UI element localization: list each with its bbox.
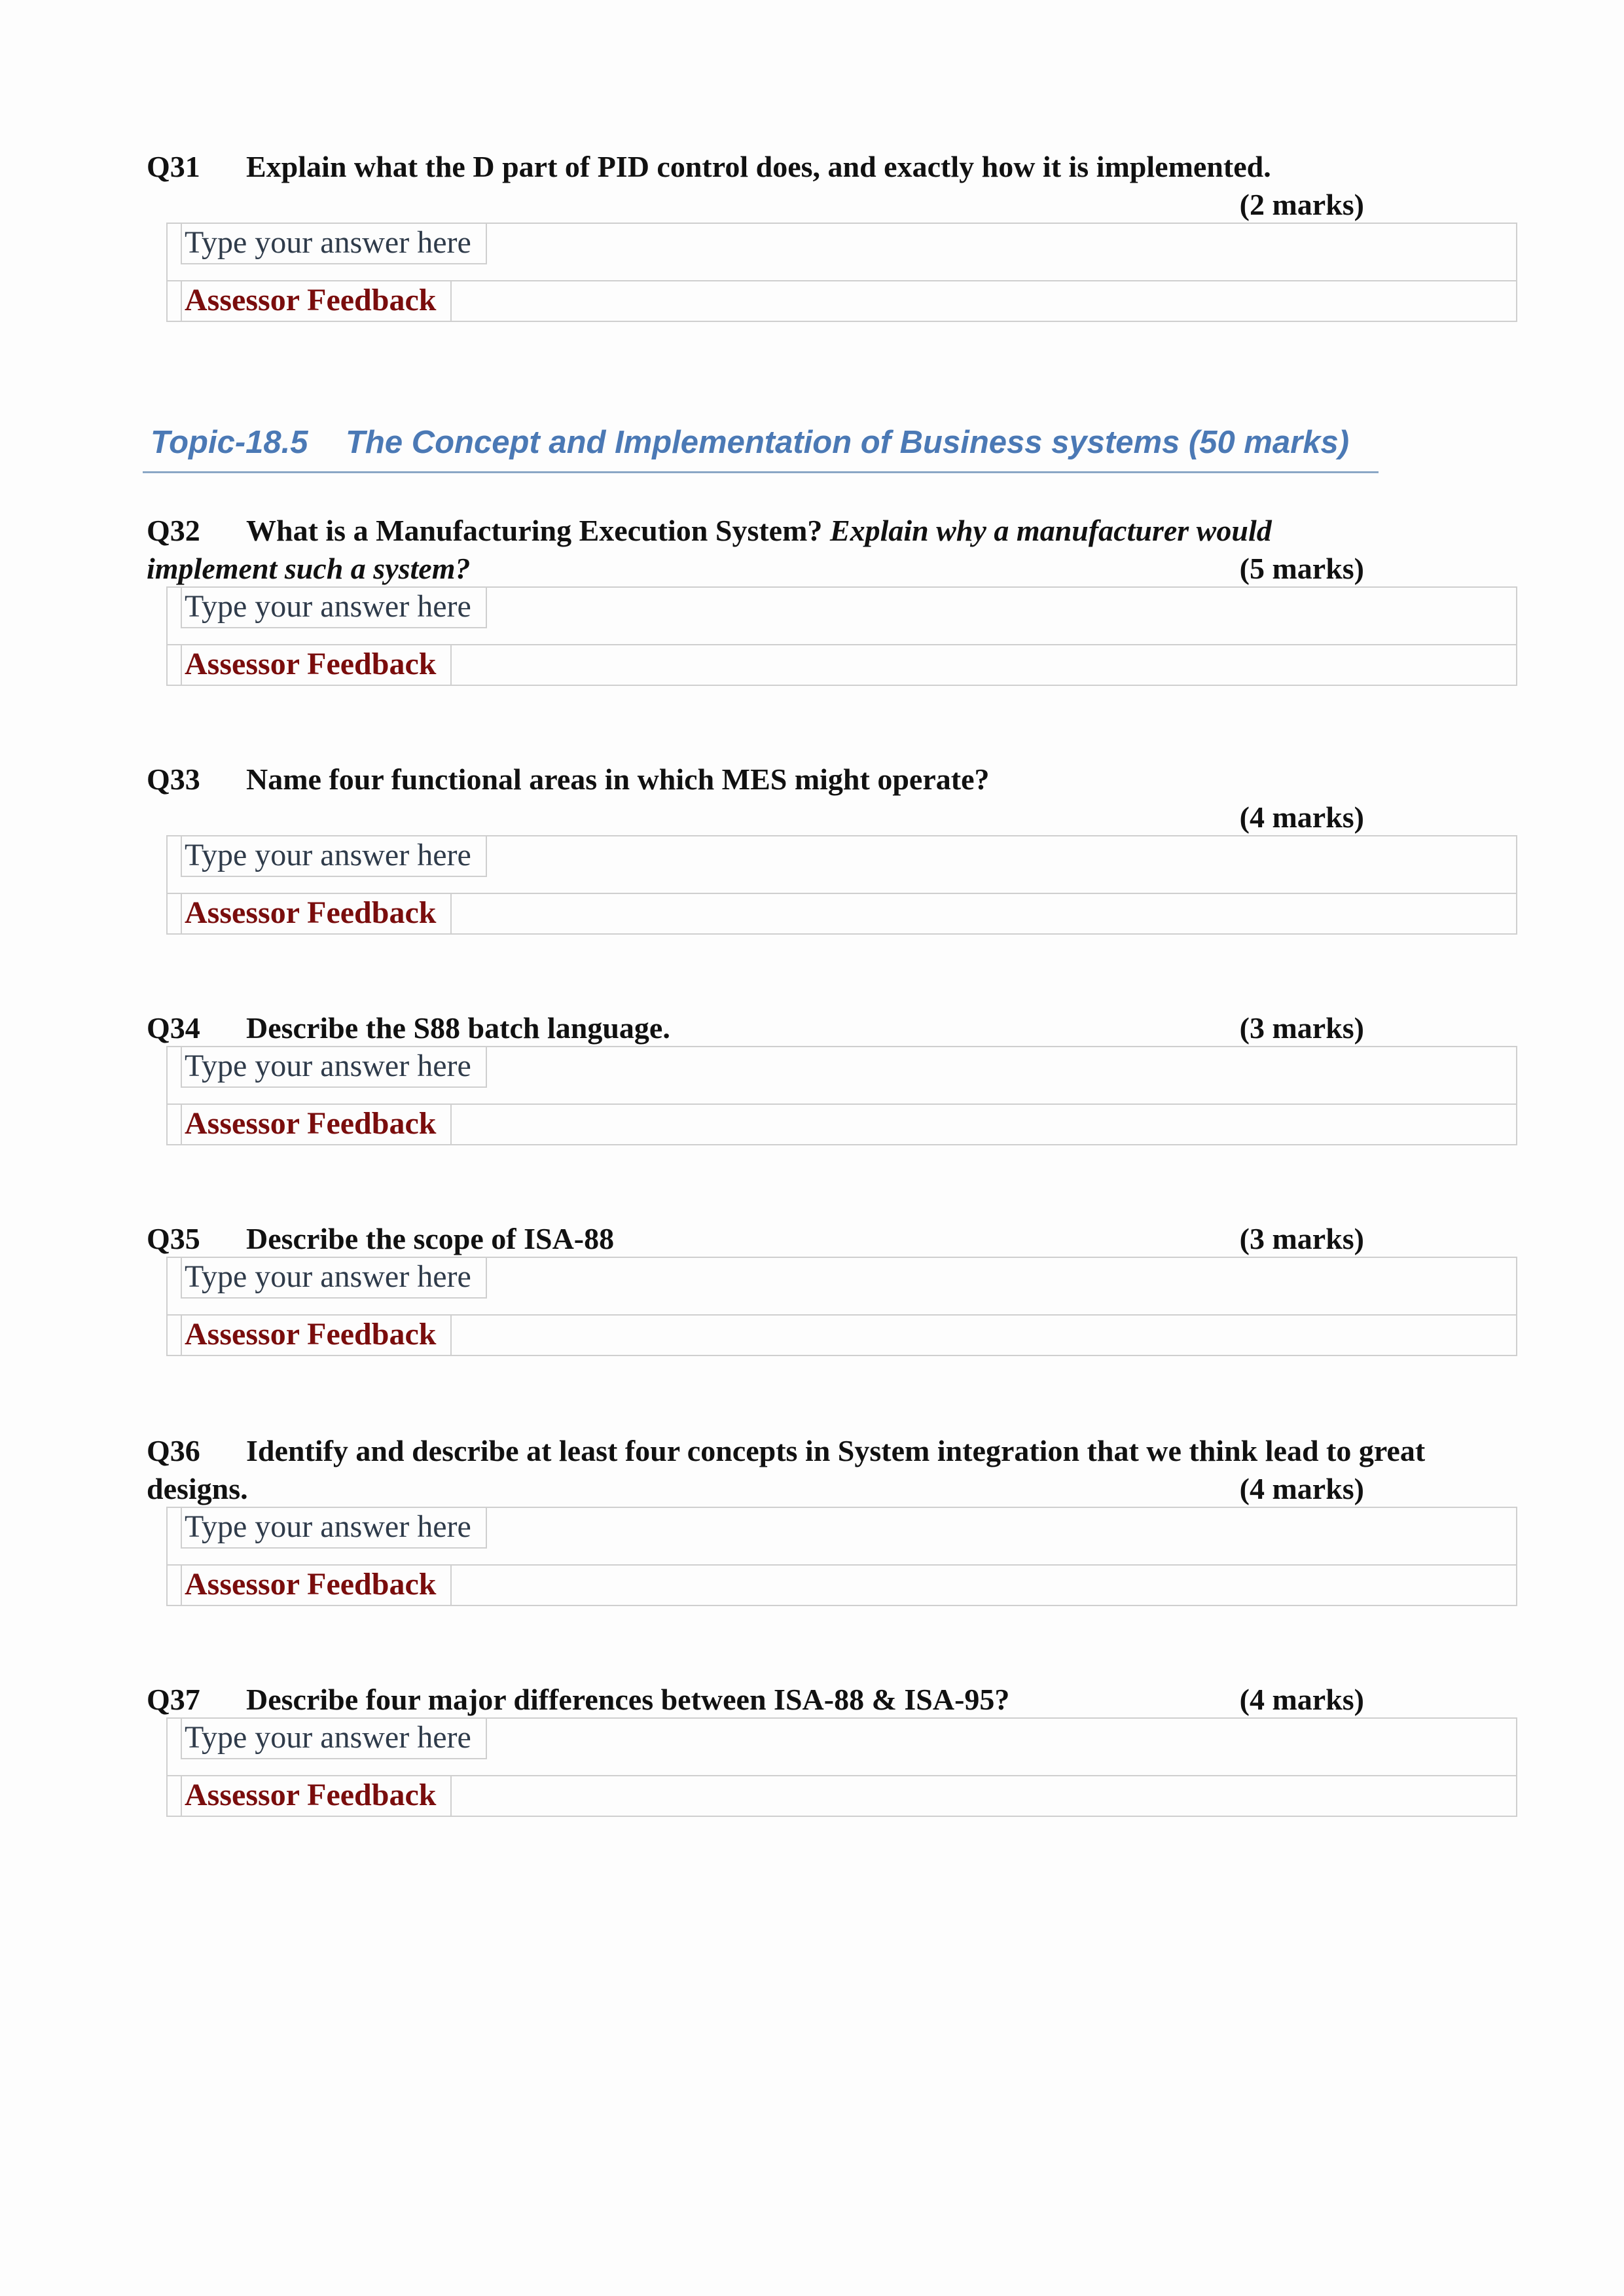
answer-placeholder[interactable]: Type your answer here [185,589,471,624]
answer-placeholder[interactable]: Type your answer here [185,1049,471,1083]
question-q32 [147,512,1364,588]
answer-table-q35 [166,1257,1517,1356]
assessor-feedback-label: Assessor Feedback [185,283,437,317]
question-q33 [147,761,1364,836]
answer-placeholder[interactable]: Type your answer here [185,1720,471,1755]
assessor-feedback-label: Assessor Feedback [185,895,437,930]
topic-title: The Concept and Implementation of Business systems (50 marks) [346,425,1350,460]
feedback-row [166,645,1517,686]
question-marks: (4 marks) [1239,1472,1364,1505]
feedback-row [166,894,1517,935]
question-number: Q34 [147,1011,200,1045]
answer-field[interactable] [166,1717,1517,1776]
answer-placeholder[interactable]: Type your answer here [185,1509,471,1544]
question-number: Q36 [147,1434,200,1467]
answer-field[interactable] [166,1257,1517,1316]
assessor-feedback-label: Assessor Feedback [185,1106,437,1141]
assessor-feedback-label: Assessor Feedback [185,1778,437,1812]
question-text: Describe the scope of ISA-88 [246,1222,615,1255]
feedback-row [166,1566,1517,1606]
question-text: Explain what the D part of PID control does, and exactly how it is implemented. [246,150,1271,183]
question-number: Q31 [147,150,200,183]
answer-field[interactable] [166,1507,1517,1566]
question-marks: (3 marks) [1239,1011,1364,1045]
topic-number: Topic-18.5 [151,425,308,460]
question-number: Q35 [147,1222,200,1255]
question-q31 [147,148,1364,224]
question-marks: (3 marks) [1239,1222,1364,1255]
question-text: Describe four major differences between ISA-88 & ISA-95? [246,1683,1010,1716]
question-q34 [147,1009,1364,1047]
answer-field[interactable] [166,835,1517,894]
question-marks: (5 marks) [1239,552,1364,585]
answer-placeholder[interactable]: Type your answer here [185,225,471,260]
answer-field[interactable] [166,223,1517,281]
answer-placeholder[interactable]: Type your answer here [185,1259,471,1294]
answer-field[interactable] [166,1046,1517,1105]
answer-table-q34 [166,1046,1517,1145]
answer-table-q31 [166,223,1517,322]
question-marks: (2 marks) [1239,188,1364,221]
answer-placeholder[interactable]: Type your answer here [185,838,471,872]
answer-table-q32 [166,586,1517,686]
question-text: What is a Manufacturing Execution System? [246,514,823,547]
answer-table-q33 [166,835,1517,935]
assessor-feedback-label: Assessor Feedback [185,1317,437,1352]
question-number: Q33 [147,762,200,796]
answer-field[interactable] [166,586,1517,645]
question-text: Name four functional areas in which MES might operate? [246,762,990,796]
question-q36 [147,1432,1426,1508]
question-number: Q37 [147,1683,200,1716]
feedback-row [166,281,1517,322]
question-text-italic: Explain why a manufacturer would implement such a system? [147,514,1272,585]
question-marks: (4 marks) [1239,1683,1364,1716]
answer-table-q36 [166,1507,1517,1606]
question-q35 [147,1220,1364,1258]
feedback-row [166,1316,1517,1356]
question-number: Q32 [147,514,200,547]
question-text: Describe the S88 batch language. [246,1011,670,1045]
topic-heading [143,419,1379,473]
assessor-feedback-label: Assessor Feedback [185,1567,437,1602]
question-q37 [147,1681,1364,1719]
assessor-feedback-label: Assessor Feedback [185,647,437,681]
feedback-row [166,1105,1517,1145]
question-text: Identify and describe at least four concepts in System integration that we think lead to great designs. [147,1434,1426,1505]
question-marks: (4 marks) [1239,800,1364,834]
answer-table-q37 [166,1717,1517,1817]
feedback-row [166,1776,1517,1817]
